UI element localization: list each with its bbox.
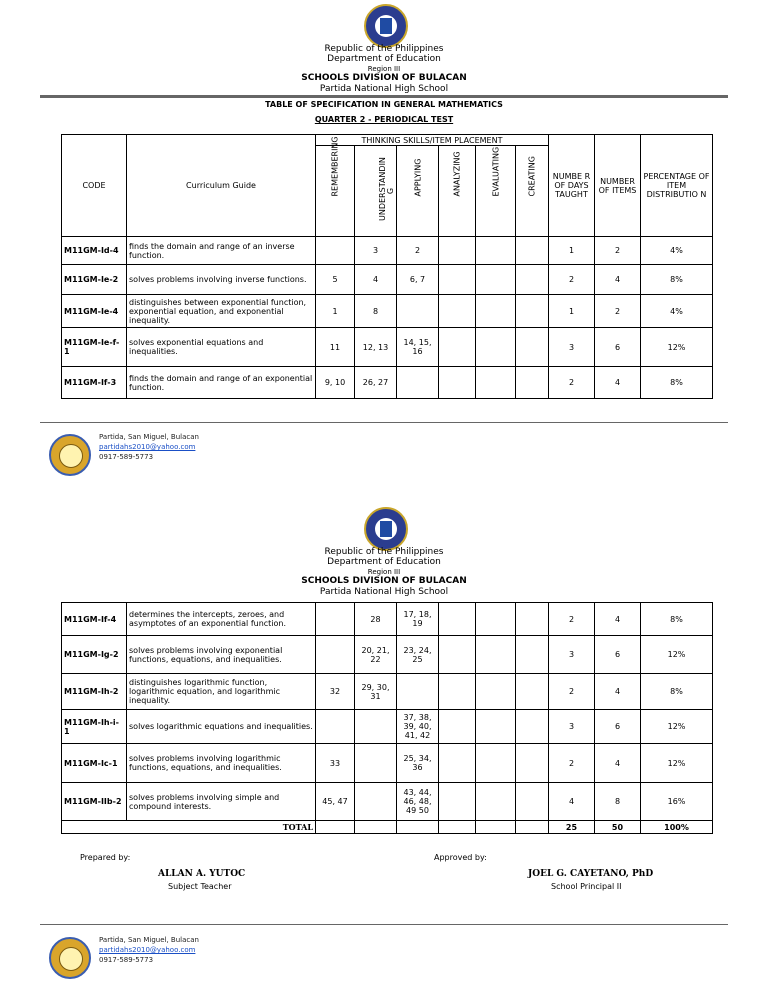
row-analyzing	[439, 744, 476, 783]
row-creating	[516, 783, 549, 821]
row-understanding: 12, 13	[355, 328, 397, 367]
row-remembering: 32	[316, 674, 355, 710]
row-remembering	[316, 237, 355, 265]
row-days: 2	[549, 603, 595, 636]
row-days: 2	[549, 744, 595, 783]
row-items: 2	[595, 237, 641, 265]
table-row	[62, 265, 713, 295]
total-percent: 100%	[641, 821, 713, 834]
row-analyzing	[439, 295, 476, 328]
header-department: Department of Education	[327, 557, 441, 567]
row-applying: 23, 24, 25	[397, 636, 439, 674]
row-percent: 12%	[641, 744, 713, 783]
row-evaluating	[476, 603, 516, 636]
spec-table-page1	[61, 134, 713, 399]
row-guide: finds the domain and range of an inverse function.	[127, 237, 316, 265]
row-items: 6	[595, 710, 641, 744]
row-understanding: 8	[355, 295, 397, 328]
school-logo	[49, 434, 91, 476]
header-division: SCHOOLS DIVISION OF BULACAN	[301, 576, 467, 586]
row-code: M11GM-If-4	[62, 603, 127, 636]
row-code: M11GM-Ie-2	[62, 265, 127, 295]
row-days: 4	[549, 783, 595, 821]
table-row	[62, 367, 713, 399]
row-percent: 12%	[641, 636, 713, 674]
row-guide: determines the intercepts, zeroes, and asymptotes of an exponential function.	[127, 603, 316, 636]
row-creating	[516, 744, 549, 783]
row-creating	[516, 295, 549, 328]
row-understanding: 20, 21, 22	[355, 636, 397, 674]
row-code: M11GM-Ic-1	[62, 744, 127, 783]
header-school: Partida National High School	[319, 84, 449, 94]
row-guide: distinguishes between exponential function, exponential equation, and exponential inequality.	[127, 295, 316, 328]
table-row	[62, 744, 713, 783]
header-school: Partida National High School	[319, 587, 449, 597]
total-label: TOTAL	[62, 821, 316, 834]
skill-header: REMEMBERING	[316, 146, 355, 237]
row-code: M11GM-If-3	[62, 367, 127, 399]
row-days: 1	[549, 295, 595, 328]
row-items: 4	[595, 744, 641, 783]
row-items: 4	[595, 603, 641, 636]
row-applying	[397, 674, 439, 710]
footer-block	[99, 935, 199, 965]
row-applying: 25, 34, 36	[397, 744, 439, 783]
row-remembering: 5	[316, 265, 355, 295]
col-code-header: CODE	[62, 135, 127, 237]
row-items: 2	[595, 295, 641, 328]
deped-seal	[364, 4, 408, 48]
row-percent: 8%	[641, 674, 713, 710]
row-applying	[397, 367, 439, 399]
row-analyzing	[439, 367, 476, 399]
row-remembering: 9, 10	[316, 367, 355, 399]
footer-address: Partida, San Miguel, Bulacan	[99, 433, 199, 441]
footer-email-link[interactable]: partidahs2010@yahoo.com	[99, 946, 196, 954]
row-remembering	[316, 710, 355, 744]
row-understanding: 26, 27	[355, 367, 397, 399]
row-understanding	[355, 783, 397, 821]
row-evaluating	[476, 744, 516, 783]
row-percent: 4%	[641, 295, 713, 328]
table-row	[62, 783, 713, 821]
skill-header: APPLYING	[397, 146, 439, 237]
header-region: Region III	[367, 568, 401, 576]
skill-header: CREATING	[516, 146, 549, 237]
row-understanding	[355, 744, 397, 783]
table-row	[62, 636, 713, 674]
row-percent: 8%	[641, 265, 713, 295]
skill-header: ANALYZING	[439, 146, 476, 237]
footer-phone: 0917-589-5773	[99, 453, 154, 461]
row-creating	[516, 265, 549, 295]
row-analyzing	[439, 674, 476, 710]
row-percent: 4%	[641, 237, 713, 265]
prepared-by-role: Subject Teacher	[168, 882, 232, 891]
row-understanding: 28	[355, 603, 397, 636]
row-code: M11GM-Ie-f-1	[62, 328, 127, 367]
document-title: TABLE OF SPECIFICATION IN GENERAL MATHEMATICS	[265, 100, 503, 109]
row-percent: 16%	[641, 783, 713, 821]
row-creating	[516, 603, 549, 636]
header-republic: Republic of the Philippines	[324, 44, 444, 54]
row-analyzing	[439, 636, 476, 674]
footer-phone: 0917-589-5773	[99, 956, 154, 964]
row-analyzing	[439, 237, 476, 265]
row-code: M11GM-IIb-2	[62, 783, 127, 821]
row-analyzing	[439, 783, 476, 821]
row-guide: distinguishes logarithmic function, logarithmic equation, and logarithmic inequality.	[127, 674, 316, 710]
school-logo	[49, 937, 91, 979]
row-applying	[397, 295, 439, 328]
header-division: SCHOOLS DIVISION OF BULACAN	[301, 73, 467, 83]
thinking-skills-header: THINKING SKILLS/ITEM PLACEMENT	[316, 135, 549, 146]
table-row	[62, 328, 713, 367]
row-code: M11GM-Ig-2	[62, 636, 127, 674]
row-evaluating	[476, 328, 516, 367]
row-evaluating	[476, 295, 516, 328]
header-department: Department of Education	[327, 54, 441, 64]
row-days: 2	[549, 265, 595, 295]
deped-seal	[364, 507, 408, 551]
row-percent: 8%	[641, 603, 713, 636]
skill-header: UNDERSTANDIN G	[355, 146, 397, 237]
row-applying: 6, 7	[397, 265, 439, 295]
row-items: 4	[595, 367, 641, 399]
row-items: 8	[595, 783, 641, 821]
total-days: 25	[549, 821, 595, 834]
row-guide: solves exponential equations and inequalities.	[127, 328, 316, 367]
skill-header: EVALUATING	[476, 146, 516, 237]
header-region: Region III	[367, 65, 401, 73]
row-applying: 2	[397, 237, 439, 265]
row-days: 3	[549, 636, 595, 674]
row-analyzing	[439, 710, 476, 744]
row-understanding: 29, 30, 31	[355, 674, 397, 710]
row-days: 2	[549, 367, 595, 399]
row-remembering: 45, 47	[316, 783, 355, 821]
row-items: 6	[595, 328, 641, 367]
row-evaluating	[476, 237, 516, 265]
row-days: 3	[549, 710, 595, 744]
row-guide: finds the domain and range of an exponential function.	[127, 367, 316, 399]
row-evaluating	[476, 265, 516, 295]
row-guide: solves problems involving simple and compound interests.	[127, 783, 316, 821]
row-code: M11GM-Id-4	[62, 237, 127, 265]
row-remembering: 33	[316, 744, 355, 783]
row-analyzing	[439, 603, 476, 636]
row-code: M11GM-Ih-i-1	[62, 710, 127, 744]
table-row	[62, 603, 713, 636]
total-items: 50	[595, 821, 641, 834]
row-creating	[516, 636, 549, 674]
approved-by-name: JOEL G. CAYETANO, PhD	[528, 869, 654, 879]
row-items: 4	[595, 674, 641, 710]
row-analyzing	[439, 265, 476, 295]
row-guide: solves logarithmic equations and inequalities.	[127, 710, 316, 744]
spec-table-page2	[61, 602, 713, 834]
row-items: 6	[595, 636, 641, 674]
row-items: 4	[595, 265, 641, 295]
row-remembering: 1	[316, 295, 355, 328]
row-creating	[516, 367, 549, 399]
table-row	[62, 237, 713, 265]
row-remembering: 11	[316, 328, 355, 367]
col-guide-header: Curriculum Guide	[127, 135, 316, 237]
row-applying: 43, 44, 46, 48, 49 50	[397, 783, 439, 821]
header-republic: Republic of the Philippines	[324, 547, 444, 557]
row-creating	[516, 674, 549, 710]
row-evaluating	[476, 674, 516, 710]
row-guide: solves problems involving logarithmic functions, equations, and inequalities.	[127, 744, 316, 783]
table-row	[62, 295, 713, 328]
row-guide: solves problems involving exponential functions, equations, and inequalities.	[127, 636, 316, 674]
row-understanding	[355, 710, 397, 744]
document-subtitle: QUARTER 2 - PERIODICAL TEST	[314, 115, 454, 124]
row-percent: 12%	[641, 328, 713, 367]
row-applying: 17, 18, 19	[397, 603, 439, 636]
table-row	[62, 710, 713, 744]
row-days: 2	[549, 674, 595, 710]
row-evaluating	[476, 636, 516, 674]
approved-by-role: School Principal II	[551, 882, 622, 891]
row-days: 3	[549, 328, 595, 367]
row-evaluating	[476, 710, 516, 744]
row-applying: 37, 38, 39, 40, 41, 42	[397, 710, 439, 744]
row-creating	[516, 710, 549, 744]
row-guide: solves problems involving inverse functions.	[127, 265, 316, 295]
row-creating	[516, 237, 549, 265]
row-analyzing	[439, 328, 476, 367]
row-remembering	[316, 636, 355, 674]
col-days-header: NUMBE R OF DAYS TAUGHT	[549, 135, 595, 237]
row-percent: 12%	[641, 710, 713, 744]
row-remembering	[316, 603, 355, 636]
row-creating	[516, 328, 549, 367]
approved-by-label: Approved by:	[434, 853, 487, 862]
row-code: M11GM-Ie-4	[62, 295, 127, 328]
col-items-header: NUMBER OF ITEMS	[595, 135, 641, 237]
prepared-by-name: ALLAN A. YUTOC	[158, 869, 246, 879]
footer-address: Partida, San Miguel, Bulacan	[99, 936, 199, 944]
table-row	[62, 674, 713, 710]
row-code: M11GM-Ih-2	[62, 674, 127, 710]
footer-block	[99, 432, 199, 462]
row-evaluating	[476, 367, 516, 399]
row-understanding: 4	[355, 265, 397, 295]
prepared-by-label: Prepared by:	[80, 853, 131, 862]
row-understanding: 3	[355, 237, 397, 265]
row-days: 1	[549, 237, 595, 265]
col-percent-header: PERCENTAGE OF ITEM DISTRIBUTIO N	[641, 135, 713, 237]
row-percent: 8%	[641, 367, 713, 399]
footer-email-link[interactable]: partidahs2010@yahoo.com	[99, 443, 196, 451]
row-evaluating	[476, 783, 516, 821]
row-applying: 14, 15, 16	[397, 328, 439, 367]
